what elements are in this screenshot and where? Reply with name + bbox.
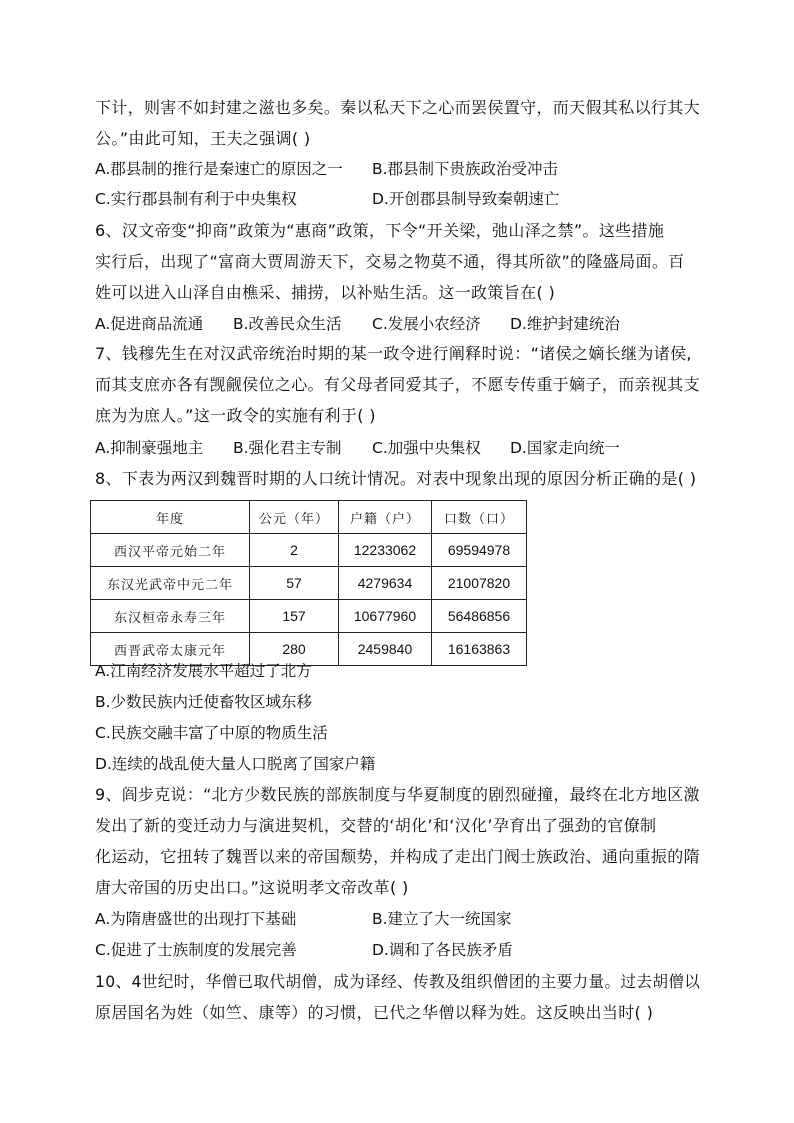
q9-option-a[interactable]: A.为隋唐盛世的出现打下基础 [95,910,297,928]
q5-option-b[interactable]: B.郡县制下贵族政治受冲击 [372,160,559,178]
q9-option-d[interactable]: D.调和了各民族矛盾 [372,941,513,959]
cell-period: 东汉光武帝中元二年 [91,567,250,600]
cell-households: 12233062 [339,534,432,567]
q5-option-d[interactable]: D.开创郡县制导致秦朝速亡 [372,190,560,208]
q7-option-c[interactable]: C.加强中央集权 [372,439,481,457]
q8-option-b[interactable]: B.少数民族内迁使畜牧区域东移 [95,693,313,711]
q8-option-a[interactable]: A.江南经济发展水平超过了北方 [95,662,312,680]
header-ad: 公元（年） [250,501,339,534]
q8-option-c[interactable]: C.民族交融丰富了中原的物质生活 [95,724,328,742]
q8-text-line-1: 8、下表为两汉到魏晋时期的人口统计情况。对表中现象出现的原因分析正确的是( ) [95,469,697,488]
q7-option-b[interactable]: B.强化君主专制 [233,439,342,457]
q6-option-a[interactable]: A.促进商品流通 [95,315,204,333]
cell-households: 10677960 [339,600,432,633]
header-year: 年度 [91,501,250,534]
q9-text-line-1: 9、阎步克说：“北方少数民族的部族制度与华夏制度的剧烈碰撞，最终在北方地区激 [95,785,700,804]
q7-text-line-2: 而其支庶亦各有觊觎侯位之心。有父母者同爱其子，不愿专传重于嫡子，而亲视其支 [95,375,700,394]
cell-year: 280 [250,633,339,666]
cell-population: 16163863 [432,633,527,666]
table-header-row [91,501,527,534]
table-row [91,534,527,567]
q9-text-line-3: 化运动，它扭转了魏晋以来的帝国颓势，并构成了走出门阀士族政治、通向重振的隋 [95,847,700,866]
q9-text-line-4: 唐大帝国的历史出口。”这说明孝文帝改革( ) [95,878,409,897]
header-population: 口数（口） [432,501,527,534]
q6-text-line-2: 实行后，出现了“富商大贾周游天下，交易之物莫不通，得其所欲”的隆盛局面。百 [95,252,685,271]
q8-option-d[interactable]: D.连续的战乱使大量人口脱离了国家户籍 [95,755,376,773]
cell-households: 4279634 [339,567,432,600]
q7-option-a[interactable]: A.抑制豪强地主 [95,439,204,457]
q6-option-b[interactable]: B.改善民众生活 [233,315,342,333]
q9-text-line-2: 发出了新的变迁动力与演进契机，交替的‘胡化’和‘汉化’孕育出了强劲的官僚制 [95,816,657,835]
cell-period: 西汉平帝元始二年 [91,534,250,567]
q7-text-line-1: 7、钱穆先生在对汉武帝统治时期的某一政令进行阐释时说：“诸侯之嫡长继为诸侯, [95,344,692,363]
q6-option-d[interactable]: D.维护封建统治 [510,315,620,333]
cell-population: 21007820 [432,567,527,600]
cell-households: 2459840 [339,633,432,666]
cell-population: 56486856 [432,600,527,633]
cell-period: 西晋武帝太康元年 [91,633,250,666]
q5-text-line-1: 下计，则害不如封建之滋也多矣。秦以私天下之心而罢侯置守，而天假其私以行其大 [95,98,700,117]
q7-option-d[interactable]: D.国家走向统一 [510,439,620,457]
cell-year: 2 [250,534,339,567]
cell-year: 157 [250,600,339,633]
q9-option-c[interactable]: C.促进了士族制度的发展完善 [95,941,297,959]
q6-text-line-3: 姓可以进入山泽自由樵采、捕捞，以补贴生活。这一政策旨在( ) [95,283,556,302]
q7-text-line-3: 庶为为庶人。”这一政令的实施有利于( ) [95,406,376,425]
cell-population: 69594978 [432,534,527,567]
table-row [91,600,527,633]
q6-text-line-1: 6、汉文帝变“抑商”政策为“惠商”政策，下令“开关梁，弛山泽之禁”。这些措施 [95,221,665,240]
q10-text-line-2: 原居国名为姓（如竺、康等）的习惯，已代之华僧以释为姓。这反映出当时( ) [95,1003,654,1022]
population-table [90,500,527,666]
q5-text-line-2: 公。”由此可知，王夫之强调( ) [95,129,311,148]
q5-option-c[interactable]: C.实行郡县制有利于中央集权 [95,190,297,208]
q6-option-c[interactable]: C.发展小农经济 [372,315,481,333]
q5-option-a[interactable]: A.郡县制的推行是秦速亡的原因之一 [95,160,343,178]
q9-option-b[interactable]: B.建立了大一统国家 [372,910,512,928]
cell-year: 57 [250,567,339,600]
cell-period: 东汉桓帝永寿三年 [91,600,250,633]
q10-text-line-1: 10、4世纪时，华僧已取代胡僧，成为译经、传教及组织僧团的主要力量。过去胡僧以 [95,972,701,991]
header-households: 户籍（户） [339,501,432,534]
table-row [91,567,527,600]
